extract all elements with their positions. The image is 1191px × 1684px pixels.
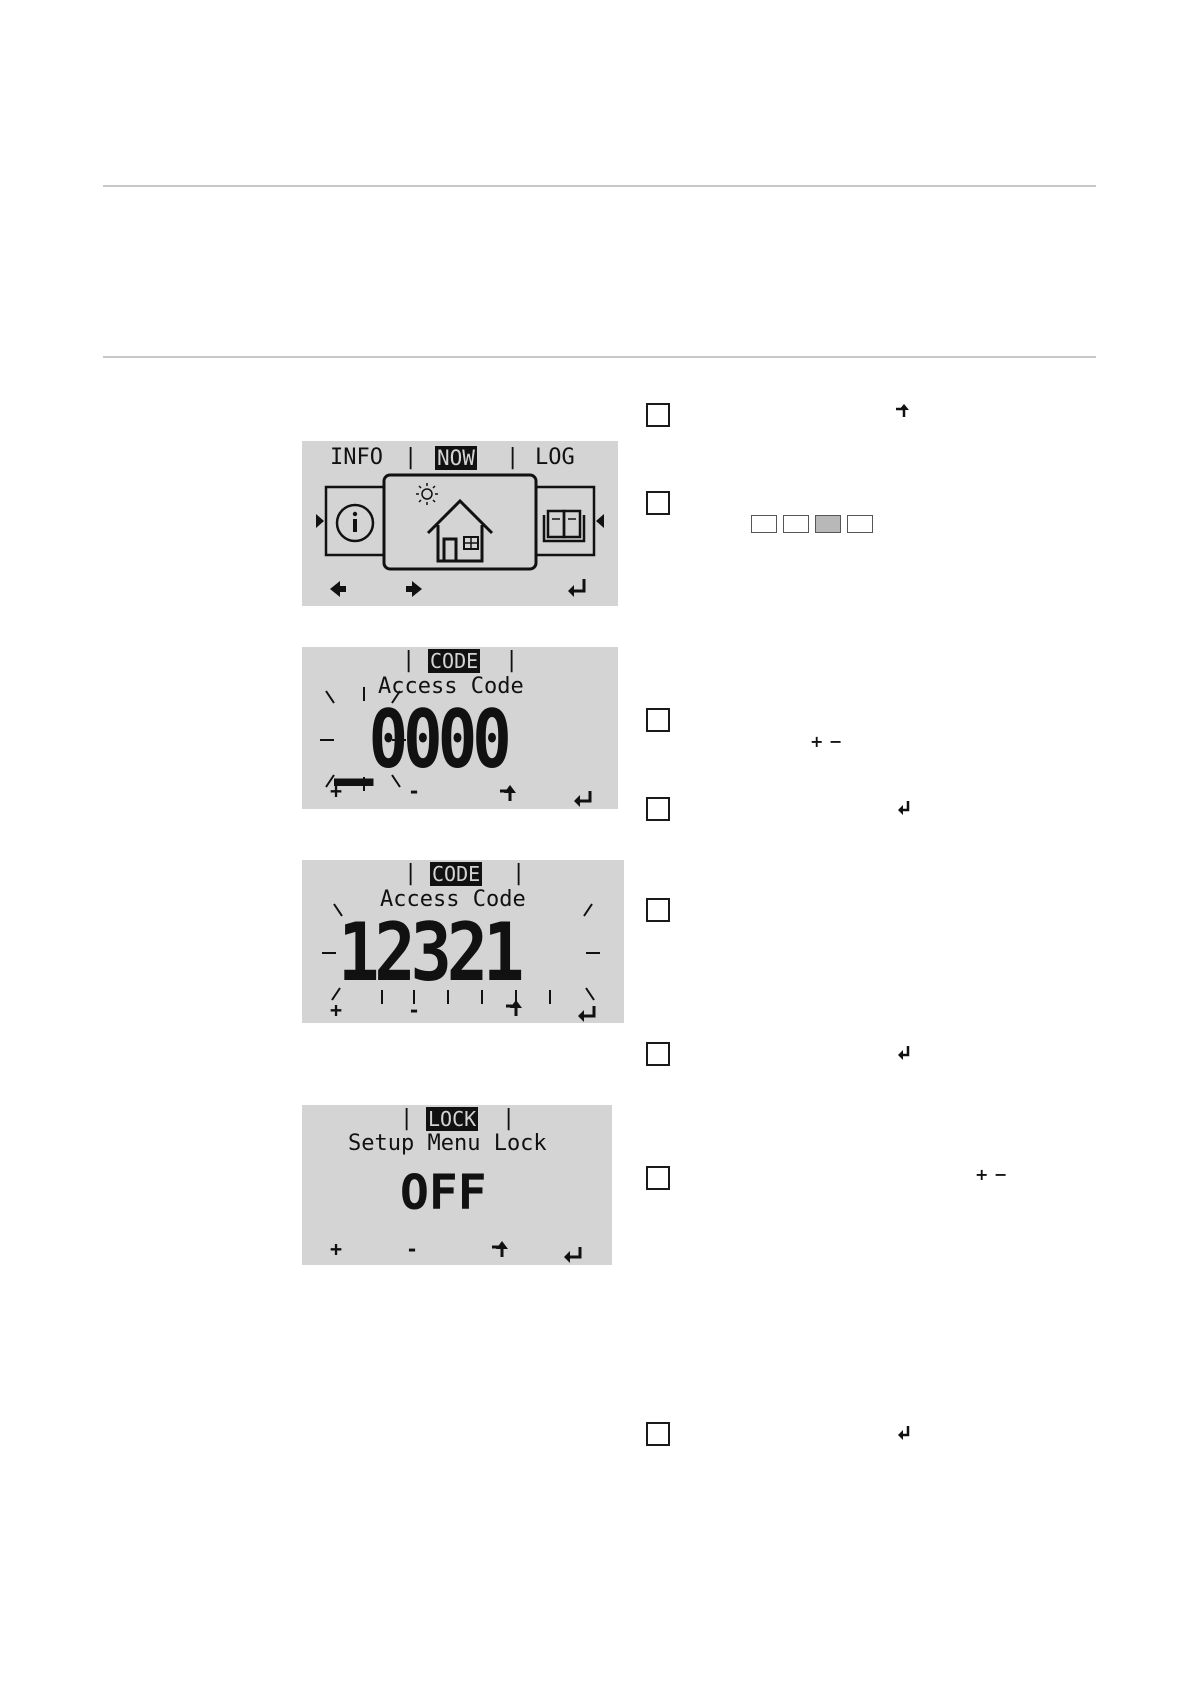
scroll-right-icon — [596, 514, 604, 528]
access-code-value: 12321 — [338, 906, 520, 999]
header-separator: | — [512, 861, 526, 886]
step-checkbox[interactable] — [646, 1042, 670, 1066]
book-icon — [544, 511, 584, 541]
field-label: Access Code — [378, 674, 524, 699]
arrow-left-icon — [330, 581, 346, 597]
info-icon — [337, 505, 373, 541]
header-separator: | — [502, 1106, 516, 1131]
enter-icon — [896, 799, 914, 815]
step-checkbox[interactable] — [646, 898, 670, 922]
lcd-screen-code-value — [302, 860, 624, 1023]
position-cell — [751, 515, 777, 533]
step-checkbox[interactable] — [646, 491, 670, 515]
position-indicator — [751, 515, 881, 533]
lcd-screen-lock — [302, 1105, 612, 1265]
enter-icon — [896, 1044, 914, 1060]
section-rule-bottom — [103, 356, 1096, 358]
plus-minus-keys: + − — [810, 732, 843, 751]
minus-key: - — [406, 1237, 419, 1261]
minus-key: - — [408, 779, 421, 803]
menu-tab-log: LOG — [535, 445, 575, 470]
header-separator: | — [402, 648, 416, 673]
position-cell-active — [815, 515, 841, 533]
header-separator: | — [404, 861, 418, 886]
menu-tab-info: INFO — [330, 445, 383, 470]
access-code-value: _0000 — [334, 693, 507, 786]
step-checkbox[interactable] — [646, 708, 670, 732]
header-separator: | — [400, 1106, 414, 1131]
arrow-right-icon — [406, 581, 422, 597]
position-cell — [783, 515, 809, 533]
step-checkbox[interactable] — [646, 403, 670, 427]
screen-header: CODE — [432, 862, 481, 886]
menu-separator: | — [404, 445, 418, 470]
step-checkbox[interactable] — [646, 1166, 670, 1190]
screen-header: LOCK — [428, 1107, 477, 1131]
position-cell — [847, 515, 873, 533]
enter-icon — [896, 1424, 914, 1440]
plus-key: + — [330, 1237, 343, 1261]
plus-key: + — [330, 779, 343, 803]
menu-separator: | — [506, 445, 520, 470]
lcd-screen-now — [302, 441, 618, 606]
back-icon — [892, 403, 912, 419]
now-panel — [384, 475, 536, 569]
step-checkbox[interactable] — [646, 797, 670, 821]
step-checkbox[interactable] — [646, 1422, 670, 1446]
plus-key: + — [330, 998, 343, 1022]
field-label: Setup Menu Lock — [348, 1131, 547, 1156]
minus-key: - — [408, 998, 421, 1022]
screen-header: CODE — [430, 649, 479, 673]
lock-value: OFF — [400, 1165, 487, 1221]
section-rule-top — [103, 185, 1096, 187]
plus-minus-keys: + − — [975, 1165, 1008, 1184]
header-separator: | — [505, 648, 519, 673]
scroll-left-icon — [316, 514, 324, 528]
lcd-screen-code-entry — [302, 647, 618, 809]
field-label: Access Code — [380, 887, 526, 912]
menu-tab-now: NOW — [437, 446, 475, 470]
